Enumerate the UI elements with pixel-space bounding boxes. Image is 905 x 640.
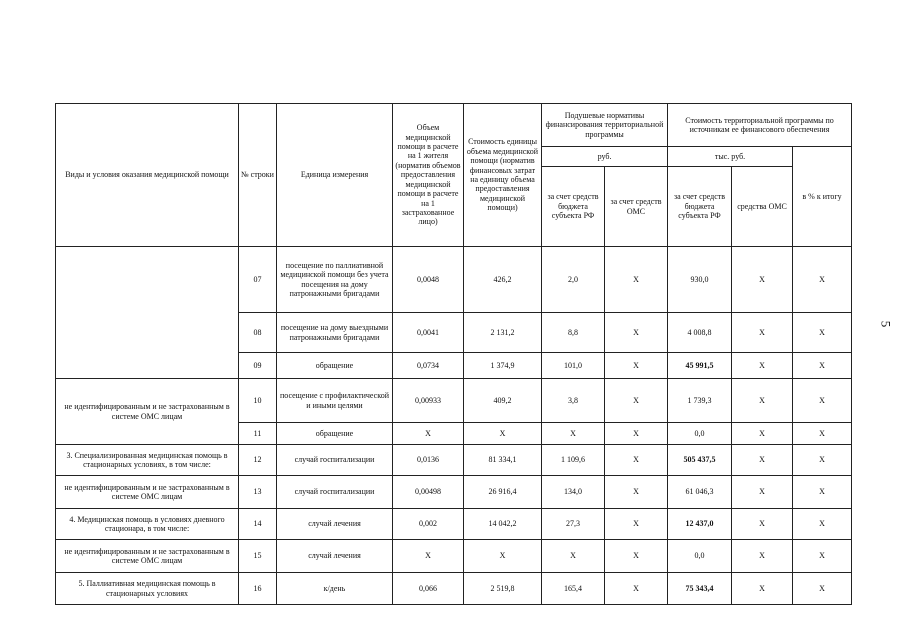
- table-row: [56, 247, 852, 313]
- row-num: 15: [239, 540, 277, 573]
- row-total-budget: 61 046,3: [668, 476, 732, 509]
- row-pc-oms: Х: [605, 353, 668, 379]
- header-percent: в % к итогу: [793, 147, 852, 247]
- row-cost: 14 042,2: [464, 509, 542, 540]
- row-type: не идентифицированным и не застрахованным в системе ОМС лицам: [56, 540, 239, 573]
- row-num: 13: [239, 476, 277, 509]
- row-pc-oms: Х: [605, 540, 668, 573]
- row-total-budget: 0,0: [668, 423, 732, 445]
- row-total-oms: Х: [732, 353, 793, 379]
- row-num: 14: [239, 509, 277, 540]
- row-type: 5. Паллиативная медицинская помощь в стационарных условиях: [56, 573, 239, 605]
- header-percapita-group: Подушевые нормативы финансирования территориальной программы: [542, 104, 668, 147]
- row-total-budget: 4 008,8: [668, 313, 732, 353]
- row-type: не идентифицированным и не застрахованным в системе ОМС лицам: [56, 476, 239, 509]
- header-pc-budget: за счет средств бюджета субъекта РФ: [542, 167, 605, 247]
- row-percent: Х: [793, 540, 852, 573]
- row-volume: 0,002: [393, 509, 464, 540]
- row-volume: 0,0734: [393, 353, 464, 379]
- row-total-oms: Х: [732, 313, 793, 353]
- row-total-budget: 1 739,3: [668, 379, 732, 423]
- row-cost: 1 374,9: [464, 353, 542, 379]
- row-volume: 0,0136: [393, 445, 464, 476]
- row-total-oms: Х: [732, 540, 793, 573]
- header-total-oms: средства ОМС: [732, 167, 793, 247]
- row-total-oms: Х: [732, 423, 793, 445]
- row-total-oms: Х: [732, 379, 793, 423]
- table-row: [56, 379, 852, 423]
- row-unit: обращение: [277, 423, 393, 445]
- row-num: 09: [239, 353, 277, 379]
- row-cost: 26 916,4: [464, 476, 542, 509]
- row-volume: 0,00498: [393, 476, 464, 509]
- row-type: [56, 247, 239, 379]
- header-rub: руб.: [542, 147, 668, 167]
- row-volume: Х: [393, 540, 464, 573]
- row-type: 4. Медицинская помощь в условиях дневного стационара, в том числе:: [56, 509, 239, 540]
- row-percent: Х: [793, 353, 852, 379]
- row-pc-budget: 8,8: [542, 313, 605, 353]
- row-pc-budget: 3,8: [542, 379, 605, 423]
- row-unit: случай госпитализации: [277, 476, 393, 509]
- row-total-budget: 75 343,4: [668, 573, 732, 605]
- row-pc-oms: Х: [605, 509, 668, 540]
- row-unit: посещение на дому выездными патронажными бригадами: [277, 313, 393, 353]
- row-volume: Х: [393, 423, 464, 445]
- row-percent: Х: [793, 247, 852, 313]
- row-total-oms: Х: [732, 476, 793, 509]
- row-pc-budget: 101,0: [542, 353, 605, 379]
- header-type: Виды и условия оказания медицинской помощи: [56, 104, 239, 247]
- header-volume: Объем медицинской помощи в расчете на 1 жителя (норматив объемов предоставления медицинской помощи в расчете на 1 застрахованное лицо): [393, 104, 464, 247]
- row-percent: Х: [793, 445, 852, 476]
- table-row: [56, 509, 852, 540]
- row-unit: к/день: [277, 573, 393, 605]
- row-cost: Х: [464, 423, 542, 445]
- row-pc-budget: 134,0: [542, 476, 605, 509]
- header-unit: Единица измерения: [277, 104, 393, 247]
- header-unit-cost: Стоимость единицы объема медицинской помощи (норматив финансовых затрат на единицу объема предоставления медицинской помощи): [464, 104, 542, 247]
- row-unit: случай лечения: [277, 509, 393, 540]
- row-type: не идентифицированным и не застрахованным в системе ОМС лицам: [56, 379, 239, 445]
- row-unit: посещение с профилактической и иными целями: [277, 379, 393, 423]
- table-row: [56, 540, 852, 573]
- row-unit: обращение: [277, 353, 393, 379]
- row-total-oms: Х: [732, 247, 793, 313]
- row-pc-oms: Х: [605, 573, 668, 605]
- row-cost: 2 131,2: [464, 313, 542, 353]
- row-pc-oms: Х: [605, 313, 668, 353]
- row-num: 11: [239, 423, 277, 445]
- row-total-budget: 930,0: [668, 247, 732, 313]
- row-volume: 0,0041: [393, 313, 464, 353]
- row-total-oms: Х: [732, 509, 793, 540]
- row-pc-budget: 165,4: [542, 573, 605, 605]
- row-unit: случай лечения: [277, 540, 393, 573]
- page-number: 5: [878, 320, 894, 328]
- row-unit: посещение по паллиативной медицинской помощи без учета посещения на дому патронажными бригадами: [277, 247, 393, 313]
- table-row: [56, 476, 852, 509]
- row-cost: 81 334,1: [464, 445, 542, 476]
- row-pc-oms: Х: [605, 247, 668, 313]
- header-total-group: Стоимость территориальной программы по источникам ее финансового обеспечения: [668, 104, 852, 147]
- row-pc-budget: Х: [542, 423, 605, 445]
- row-pc-budget: 1 109,6: [542, 445, 605, 476]
- financing-table: [55, 103, 852, 605]
- row-num: 16: [239, 573, 277, 605]
- row-percent: Х: [793, 423, 852, 445]
- row-pc-oms: Х: [605, 423, 668, 445]
- row-total-budget: 12 437,0: [668, 509, 732, 540]
- row-total-oms: Х: [732, 445, 793, 476]
- row-num: 12: [239, 445, 277, 476]
- row-total-oms: Х: [732, 573, 793, 605]
- row-volume: 0,0048: [393, 247, 464, 313]
- row-percent: Х: [793, 509, 852, 540]
- row-pc-oms: Х: [605, 476, 668, 509]
- row-pc-budget: 27,3: [542, 509, 605, 540]
- row-percent: Х: [793, 379, 852, 423]
- table-row: [56, 573, 852, 605]
- row-percent: Х: [793, 313, 852, 353]
- row-cost: 2 519,8: [464, 573, 542, 605]
- row-pc-budget: 2,0: [542, 247, 605, 313]
- table-row: [56, 445, 852, 476]
- row-type: 3. Специализированная медицинская помощь в стационарных условиях, в том числе:: [56, 445, 239, 476]
- row-percent: Х: [793, 476, 852, 509]
- row-cost: 409,2: [464, 379, 542, 423]
- header-pc-oms: за счет средств ОМС: [605, 167, 668, 247]
- row-num: 08: [239, 313, 277, 353]
- header-row-num: № строки: [239, 104, 277, 247]
- header-total-budget: за счет средств бюджета субъекта РФ: [668, 167, 732, 247]
- row-percent: Х: [793, 573, 852, 605]
- row-num: 07: [239, 247, 277, 313]
- row-cost: Х: [464, 540, 542, 573]
- header-thous-rub: тыс. руб.: [668, 147, 793, 167]
- row-pc-oms: Х: [605, 379, 668, 423]
- row-cost: 426,2: [464, 247, 542, 313]
- row-pc-budget: Х: [542, 540, 605, 573]
- row-volume: 0,066: [393, 573, 464, 605]
- row-total-budget: 0,0: [668, 540, 732, 573]
- row-num: 10: [239, 379, 277, 423]
- row-total-budget: 45 991,5: [668, 353, 732, 379]
- row-pc-oms: Х: [605, 445, 668, 476]
- row-unit: случай госпитализации: [277, 445, 393, 476]
- row-volume: 0,00933: [393, 379, 464, 423]
- row-total-budget: 505 437,5: [668, 445, 732, 476]
